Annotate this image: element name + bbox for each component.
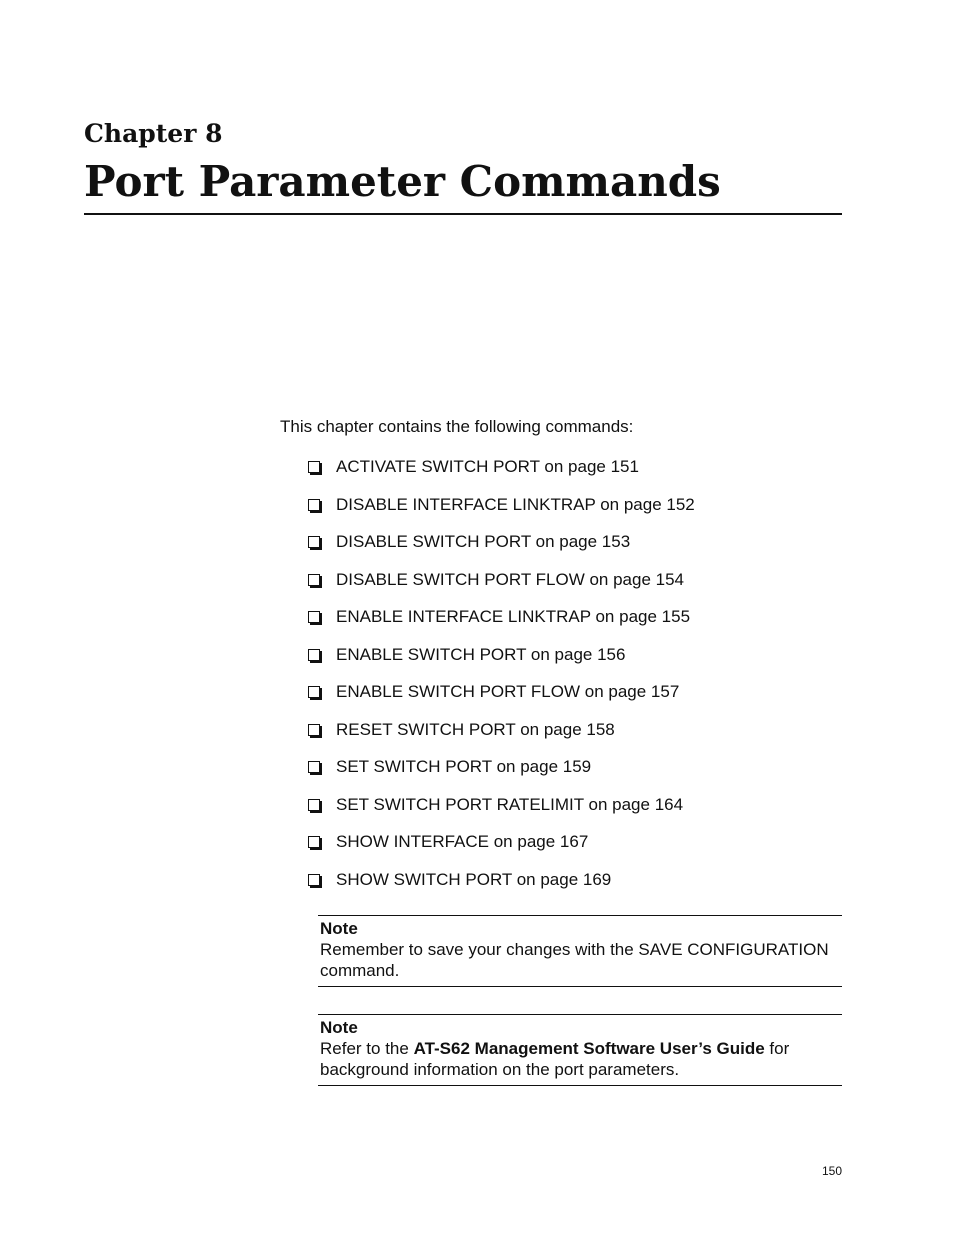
checkbox-bullet-icon: [308, 574, 320, 586]
list-item[interactable]: [308, 530, 695, 568]
checkbox-bullet-icon: [308, 724, 320, 736]
chapter-label: Chapter 8: [84, 119, 223, 148]
note-bottom-rule: [318, 1085, 842, 1086]
command-link[interactable]: SET SWITCH PORT on page 159: [336, 757, 592, 776]
command-link[interactable]: DISABLE INTERFACE LINKTRAP on page 152: [336, 494, 695, 514]
checkbox-bullet-icon: [308, 536, 320, 548]
command-link[interactable]: DISABLE SWITCH PORT on page 153: [336, 532, 631, 551]
page-number: 150: [822, 1164, 843, 1178]
note-body: [318, 1038, 842, 1080]
note-body: Remember to save your changes with the SAVE CONFIGURATION command.: [320, 940, 829, 980]
list-item[interactable]: [308, 605, 695, 643]
checkbox-bullet-icon: [308, 761, 320, 773]
chapter-title: Port Parameter Commands: [84, 157, 721, 206]
note-top-rule: [318, 915, 842, 916]
intro-text: This chapter contains the following commands:: [280, 417, 634, 436]
note-heading: Note: [320, 919, 358, 938]
guide-title: AT-S62 Management Software User’s Guide: [413, 1039, 765, 1058]
list-item[interactable]: [308, 493, 695, 531]
command-link[interactable]: DISABLE SWITCH PORT FLOW on page 154: [336, 569, 685, 589]
checkbox-bullet-icon: [308, 499, 320, 511]
checkbox-bullet-icon: [308, 874, 320, 886]
note-top-rule: [318, 1014, 842, 1015]
list-item[interactable]: [308, 793, 695, 831]
checkbox-bullet-icon: [308, 799, 320, 811]
list-item[interactable]: [308, 568, 695, 606]
checkbox-bullet-icon: [308, 649, 320, 661]
checkbox-bullet-icon: [308, 461, 320, 473]
command-link[interactable]: ACTIVATE SWITCH PORT on page 151: [336, 457, 639, 476]
note-text-after: for background information on the port parameters.: [320, 1039, 790, 1079]
list-item[interactable]: [308, 455, 695, 493]
list-item[interactable]: [308, 868, 695, 906]
command-link[interactable]: SET SWITCH PORT RATELIMIT on page 164: [336, 794, 684, 814]
list-item[interactable]: [308, 643, 695, 681]
note-user-guide: [318, 1014, 842, 1086]
command-list: [308, 455, 695, 905]
command-link[interactable]: RESET SWITCH PORT on page 158: [336, 719, 615, 739]
note-text-before: Refer to the: [320, 1039, 414, 1058]
list-item[interactable]: [308, 830, 695, 868]
command-link[interactable]: SHOW INTERFACE on page 167: [336, 832, 589, 851]
title-rule: [84, 213, 842, 215]
checkbox-bullet-icon: [308, 611, 320, 623]
note-save-configuration: [318, 915, 842, 987]
list-item[interactable]: [308, 680, 695, 718]
list-item[interactable]: [308, 718, 695, 756]
list-item[interactable]: [308, 755, 695, 793]
checkbox-bullet-icon: [308, 686, 320, 698]
note-heading: Note: [320, 1018, 358, 1037]
command-link[interactable]: ENABLE SWITCH PORT FLOW on page 157: [336, 682, 680, 701]
command-link[interactable]: ENABLE SWITCH PORT on page 156: [336, 644, 626, 664]
note-bottom-rule: [318, 986, 842, 987]
checkbox-bullet-icon: [308, 836, 320, 848]
command-link[interactable]: SHOW SWITCH PORT on page 169: [336, 869, 612, 889]
command-link[interactable]: ENABLE INTERFACE LINKTRAP on page 155: [336, 607, 691, 626]
